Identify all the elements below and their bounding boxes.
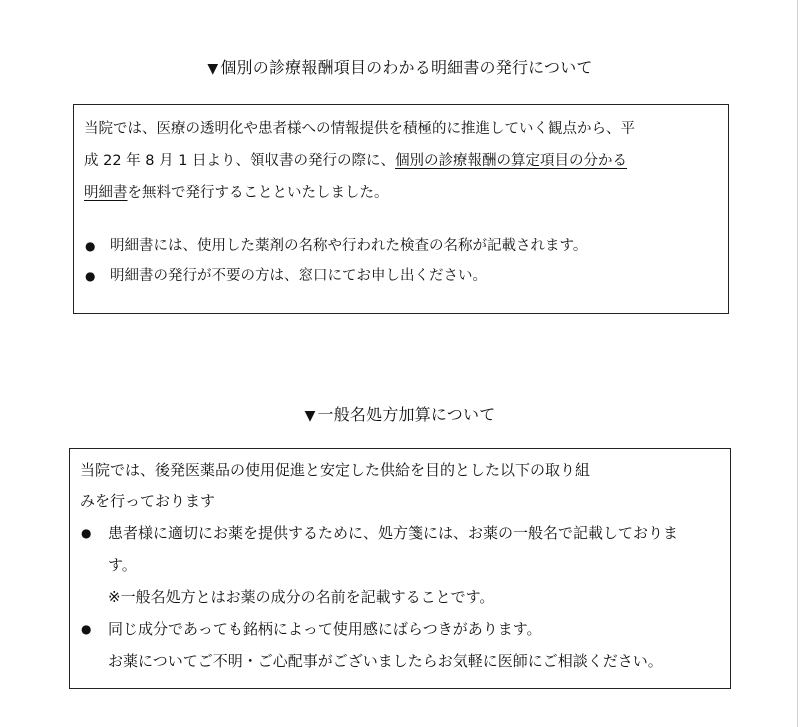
bullet-dot-icon: ● — [81, 526, 92, 540]
bullet-dot-icon: ● — [85, 269, 96, 283]
section1-line2-text: 成 22 年 8 月 1 日より、領収書の発行の際に、 — [84, 153, 396, 169]
section1-heading-text: 個別の診療報酬項目のわかる明細書の発行について — [220, 58, 593, 77]
bullet-note: ※一般名処方とはお薬の成分の名前を記載することです。 — [108, 588, 495, 606]
section1-underlined-phrase: 個別の診療報酬の算定項目の分かる — [395, 153, 628, 169]
section2-intro-line1: 当院では、後発医薬品の使用促進と安定した供給を目的とした以下の取り組 — [80, 461, 591, 479]
bullet-text: 明細書には、使用した薬剤の名称や行われた検査の名称が記載されます。 — [110, 238, 588, 254]
section1-underlined-meisaisho: 明細書 — [84, 185, 128, 201]
bullet-text-line2: す。 — [108, 556, 137, 574]
page-edge-rule — [797, 0, 798, 727]
section1-paragraph-line2 — [84, 145, 728, 177]
list-item — [84, 261, 728, 291]
section1-heading — [0, 58, 800, 79]
bullet-dot-icon: ● — [85, 239, 96, 253]
section2-heading-text: 一般名処方加算について — [317, 405, 496, 424]
section2-intro — [80, 455, 730, 517]
triangle-marker-icon: ▼ — [304, 408, 316, 424]
section1-paragraph-line1: 当院では、医療の透明化や患者様への情報提供を積極的に推進していく観点から、平 — [84, 121, 635, 137]
bullet-text-line1: 同じ成分であっても銘柄によって使用感にばらつきがあります。 — [108, 620, 542, 638]
list-item — [84, 231, 728, 261]
section1-line3-text: を無料で発行することといたしました。 — [127, 185, 389, 201]
section1-paragraph — [84, 113, 728, 209]
section1-paragraph-line3 — [84, 177, 728, 209]
section2-heading — [0, 405, 800, 426]
triangle-marker-icon: ▼ — [207, 61, 219, 77]
section1-notice-box — [73, 104, 729, 314]
bullet-text-line1: 患者様に適切にお薬を提供するために、処方箋には、お薬の一般名で記載しておりま — [108, 524, 679, 542]
list-item — [80, 613, 730, 677]
section2-intro-line2: みを行っております — [80, 492, 216, 510]
section2-notice-box — [69, 448, 731, 689]
bullet-text-line2: お薬についてご不明・ご心配事がございましたらお気軽に医師にご相談ください。 — [108, 652, 663, 670]
section1-bullet-list — [84, 231, 728, 291]
bullet-text: 明細書の発行が不要の方は、窓口にてお申し出ください。 — [110, 268, 487, 284]
bullet-dot-icon: ● — [81, 622, 92, 636]
list-item — [80, 517, 730, 613]
